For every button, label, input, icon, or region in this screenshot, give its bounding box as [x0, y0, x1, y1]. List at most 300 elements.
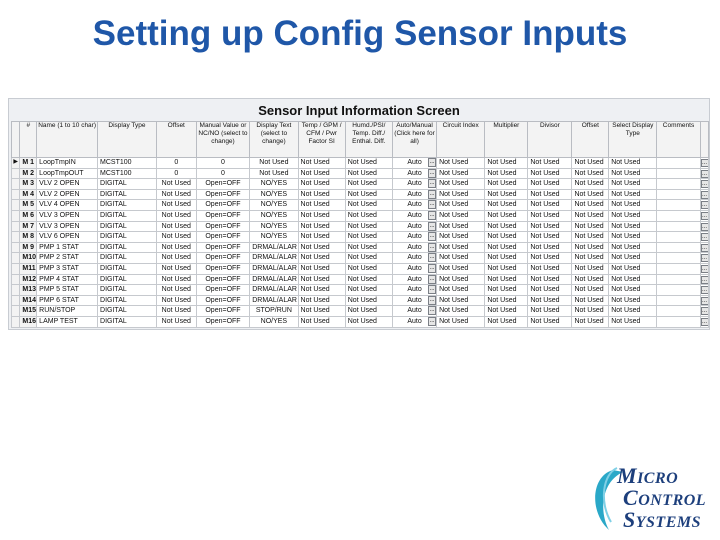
- auto-manual-ellipsis-button[interactable]: ...: [429, 264, 435, 271]
- offset2-cell[interactable]: Not Used: [572, 263, 609, 274]
- display-text-cell[interactable]: STOP/RUN: [250, 306, 298, 317]
- comments-ellipsis-button[interactable]: ...: [701, 297, 707, 304]
- table-row[interactable]: [12, 263, 709, 274]
- temp-cell[interactable]: Not Used: [298, 179, 345, 190]
- table-row[interactable]: [12, 295, 709, 306]
- manual-value-cell[interactable]: Open=OFF: [196, 263, 250, 274]
- auto-manual-ellipsis-button[interactable]: ...: [429, 159, 435, 165]
- select-display-type-cell[interactable]: Not Used: [609, 295, 657, 306]
- divisor-cell[interactable]: Not Used: [528, 263, 572, 274]
- comments-cell[interactable]: [657, 210, 700, 221]
- temp-cell[interactable]: Not Used: [298, 274, 345, 285]
- humd-cell[interactable]: Not Used: [345, 189, 392, 200]
- offset-cell[interactable]: Not Used: [156, 274, 196, 285]
- multiplier-cell[interactable]: Not Used: [485, 221, 528, 232]
- comments-ellipsis-button[interactable]: ...: [701, 265, 707, 272]
- display-text-cell[interactable]: Not Used: [250, 168, 298, 179]
- row-selector[interactable]: [12, 168, 20, 179]
- comments-cell[interactable]: [657, 295, 700, 306]
- humd-cell[interactable]: Not Used: [345, 285, 392, 296]
- row-selector[interactable]: [12, 242, 20, 253]
- auto-manual-ellipsis-button[interactable]: ...: [429, 307, 435, 314]
- auto-manual-ellipsis-button[interactable]: ...: [429, 243, 435, 250]
- offset-cell[interactable]: 0: [156, 168, 196, 179]
- offset-cell[interactable]: Not Used: [156, 189, 196, 200]
- table-row[interactable]: [12, 158, 709, 169]
- comments-ellipsis-cell[interactable]: [700, 295, 709, 306]
- display-type-cell[interactable]: DIGITAL: [98, 179, 157, 190]
- humd-cell[interactable]: Not Used: [345, 274, 392, 285]
- divisor-cell[interactable]: Not Used: [528, 221, 572, 232]
- auto-manual-ellipsis-button[interactable]: ...: [429, 190, 435, 197]
- offset2-cell[interactable]: Not Used: [572, 274, 609, 285]
- display-text-cell[interactable]: NO/YES: [250, 179, 298, 190]
- comments-cell[interactable]: [657, 253, 700, 264]
- auto-manual-cell[interactable]: [392, 274, 436, 285]
- comments-cell[interactable]: [657, 189, 700, 200]
- select-display-type-cell[interactable]: Not Used: [609, 285, 657, 296]
- comments-cell[interactable]: [657, 242, 700, 253]
- circuit-index-cell[interactable]: Not Used: [437, 221, 485, 232]
- auto-manual-ellipsis-button[interactable]: ...: [429, 233, 435, 240]
- humd-cell[interactable]: Not Used: [345, 221, 392, 232]
- comments-ellipsis-cell[interactable]: [700, 189, 709, 200]
- manual-value-cell[interactable]: Open=OFF: [196, 295, 250, 306]
- humd-cell[interactable]: Not Used: [345, 210, 392, 221]
- auto-manual-ellipsis-button[interactable]: ...: [429, 222, 435, 229]
- divisor-cell[interactable]: Not Used: [528, 316, 572, 327]
- offset-cell[interactable]: 0: [156, 158, 196, 169]
- comments-ellipsis-cell[interactable]: [700, 200, 709, 211]
- display-type-cell[interactable]: DIGITAL: [98, 221, 157, 232]
- row-selector[interactable]: [12, 221, 20, 232]
- multiplier-cell[interactable]: Not Used: [485, 232, 528, 243]
- temp-cell[interactable]: Not Used: [298, 316, 345, 327]
- multiplier-cell[interactable]: Not Used: [485, 200, 528, 211]
- display-text-cell[interactable]: DRMAL/ALAR: [250, 263, 298, 274]
- row-selector[interactable]: [12, 232, 20, 243]
- table-row[interactable]: [12, 274, 709, 285]
- auto-manual-ellipsis-button[interactable]: ...: [429, 286, 435, 293]
- manual-value-cell[interactable]: Open=OFF: [196, 306, 250, 317]
- row-selector[interactable]: [12, 210, 20, 221]
- sensor-name-cell[interactable]: LAMP TEST: [37, 316, 98, 327]
- select-display-type-cell[interactable]: Not Used: [609, 210, 657, 221]
- temp-cell[interactable]: Not Used: [298, 263, 345, 274]
- auto-manual-cell[interactable]: [392, 189, 436, 200]
- select-display-type-cell[interactable]: Not Used: [609, 158, 657, 169]
- comments-ellipsis-cell[interactable]: [700, 316, 709, 327]
- row-selector[interactable]: [12, 295, 20, 306]
- temp-cell[interactable]: Not Used: [298, 242, 345, 253]
- comments-cell[interactable]: [657, 306, 700, 317]
- multiplier-cell[interactable]: Not Used: [485, 285, 528, 296]
- humd-cell[interactable]: Not Used: [345, 232, 392, 243]
- comments-cell[interactable]: [657, 158, 700, 169]
- offset-cell[interactable]: Not Used: [156, 285, 196, 296]
- offset-cell[interactable]: Not Used: [156, 179, 196, 190]
- comments-cell[interactable]: [657, 274, 700, 285]
- display-type-cell[interactable]: DIGITAL: [98, 316, 157, 327]
- comments-ellipsis-cell[interactable]: [700, 253, 709, 264]
- auto-manual-cell[interactable]: [392, 179, 436, 190]
- table-row[interactable]: [12, 179, 709, 190]
- row-selector[interactable]: [12, 189, 20, 200]
- table-row[interactable]: [12, 242, 709, 253]
- auto-manual-ellipsis-button[interactable]: ...: [429, 317, 435, 324]
- offset-cell[interactable]: Not Used: [156, 306, 196, 317]
- auto-manual-cell[interactable]: [392, 200, 436, 211]
- comments-ellipsis-cell[interactable]: [700, 158, 709, 169]
- sensor-name-cell[interactable]: PMP 3 STAT: [37, 263, 98, 274]
- display-text-cell[interactable]: DRMAL/ALAR: [250, 253, 298, 264]
- row-selector[interactable]: [12, 316, 20, 327]
- sensor-name-cell[interactable]: VLV 2 OPEN: [37, 189, 98, 200]
- comments-ellipsis-button[interactable]: ...: [701, 255, 707, 262]
- auto-manual-ellipsis-button[interactable]: ...: [429, 275, 435, 282]
- select-display-type-cell[interactable]: Not Used: [609, 316, 657, 327]
- comments-cell[interactable]: [657, 285, 700, 296]
- comments-cell[interactable]: [657, 179, 700, 190]
- manual-value-cell[interactable]: Open=OFF: [196, 200, 250, 211]
- select-display-type-cell[interactable]: Not Used: [609, 179, 657, 190]
- comments-ellipsis-button[interactable]: ...: [701, 287, 707, 294]
- offset-cell[interactable]: Not Used: [156, 210, 196, 221]
- circuit-index-cell[interactable]: Not Used: [437, 253, 485, 264]
- auto-manual-header[interactable]: Auto/Manual (Click here for all): [392, 122, 436, 158]
- comments-cell[interactable]: [657, 200, 700, 211]
- table-row[interactable]: [12, 232, 709, 243]
- divisor-cell[interactable]: Not Used: [528, 242, 572, 253]
- sensor-name-cell[interactable]: RUN/STOP: [37, 306, 98, 317]
- sensor-name-cell[interactable]: VLV 3 OPEN: [37, 221, 98, 232]
- auto-manual-ellipsis-button[interactable]: ...: [429, 180, 435, 187]
- auto-manual-cell[interactable]: [392, 242, 436, 253]
- auto-manual-cell[interactable]: [392, 295, 436, 306]
- sensor-name-cell[interactable]: PMP 5 STAT: [37, 285, 98, 296]
- manual-value-cell[interactable]: Open=OFF: [196, 232, 250, 243]
- manual-value-cell[interactable]: Open=OFF: [196, 221, 250, 232]
- display-type-cell[interactable]: DIGITAL: [98, 295, 157, 306]
- manual-value-cell[interactable]: Open=OFF: [196, 210, 250, 221]
- circuit-index-cell[interactable]: Not Used: [437, 158, 485, 169]
- divisor-cell[interactable]: Not Used: [528, 168, 572, 179]
- manual-value-cell[interactable]: Open=OFF: [196, 242, 250, 253]
- temp-cell[interactable]: Not Used: [298, 253, 345, 264]
- sensor-name-cell[interactable]: LoopTmpOUT: [37, 168, 98, 179]
- offset-cell[interactable]: Not Used: [156, 316, 196, 327]
- comments-ellipsis-cell[interactable]: [700, 168, 709, 179]
- humd-cell[interactable]: Not Used: [345, 179, 392, 190]
- display-type-cell[interactable]: DIGITAL: [98, 189, 157, 200]
- divisor-cell[interactable]: Not Used: [528, 189, 572, 200]
- comments-ellipsis-cell[interactable]: [700, 221, 709, 232]
- multiplier-cell[interactable]: Not Used: [485, 158, 528, 169]
- auto-manual-cell[interactable]: [392, 210, 436, 221]
- auto-manual-cell[interactable]: [392, 221, 436, 232]
- offset-cell[interactable]: Not Used: [156, 221, 196, 232]
- display-text-cell[interactable]: NO/YES: [250, 189, 298, 200]
- auto-manual-cell[interactable]: [392, 285, 436, 296]
- display-type-cell[interactable]: DIGITAL: [98, 306, 157, 317]
- multiplier-cell[interactable]: Not Used: [485, 295, 528, 306]
- display-type-cell[interactable]: MCST100: [98, 168, 157, 179]
- multiplier-cell[interactable]: Not Used: [485, 179, 528, 190]
- circuit-index-cell[interactable]: Not Used: [437, 200, 485, 211]
- offset2-cell[interactable]: Not Used: [572, 179, 609, 190]
- select-display-type-cell[interactable]: Not Used: [609, 306, 657, 317]
- circuit-index-cell[interactable]: Not Used: [437, 168, 485, 179]
- comments-cell[interactable]: [657, 232, 700, 243]
- divisor-cell[interactable]: Not Used: [528, 179, 572, 190]
- sensor-name-cell[interactable]: VLV 6 OPEN: [37, 232, 98, 243]
- comments-ellipsis-button[interactable]: ...: [701, 276, 707, 283]
- temp-cell[interactable]: Not Used: [298, 189, 345, 200]
- auto-manual-ellipsis-button[interactable]: ...: [429, 201, 435, 208]
- manual-value-cell[interactable]: Open=OFF: [196, 179, 250, 190]
- select-display-type-cell[interactable]: Not Used: [609, 242, 657, 253]
- humd-cell[interactable]: Not Used: [345, 263, 392, 274]
- auto-manual-ellipsis-button[interactable]: ...: [429, 296, 435, 303]
- comments-ellipsis-button[interactable]: ...: [701, 160, 707, 166]
- comments-cell[interactable]: [657, 316, 700, 327]
- offset-cell[interactable]: Not Used: [156, 232, 196, 243]
- multiplier-cell[interactable]: Not Used: [485, 316, 528, 327]
- temp-cell[interactable]: Not Used: [298, 285, 345, 296]
- row-selector[interactable]: [12, 158, 20, 169]
- offset2-cell[interactable]: Not Used: [572, 242, 609, 253]
- offset2-cell[interactable]: Not Used: [572, 158, 609, 169]
- sensor-name-cell[interactable]: PMP 4 STAT: [37, 274, 98, 285]
- display-type-cell[interactable]: DIGITAL: [98, 210, 157, 221]
- select-display-type-cell[interactable]: Not Used: [609, 168, 657, 179]
- auto-manual-ellipsis-button[interactable]: ...: [429, 254, 435, 261]
- comments-ellipsis-cell[interactable]: [700, 274, 709, 285]
- circuit-index-cell[interactable]: Not Used: [437, 189, 485, 200]
- multiplier-cell[interactable]: Not Used: [485, 306, 528, 317]
- temp-cell[interactable]: Not Used: [298, 158, 345, 169]
- row-selector[interactable]: [12, 200, 20, 211]
- sensor-name-cell[interactable]: PMP 1 STAT: [37, 242, 98, 253]
- divisor-cell[interactable]: Not Used: [528, 158, 572, 169]
- comments-cell[interactable]: [657, 221, 700, 232]
- auto-manual-cell[interactable]: [392, 168, 436, 179]
- divisor-cell[interactable]: Not Used: [528, 306, 572, 317]
- offset2-cell[interactable]: Not Used: [572, 200, 609, 211]
- circuit-index-cell[interactable]: Not Used: [437, 316, 485, 327]
- comments-ellipsis-button[interactable]: ...: [701, 244, 707, 251]
- comments-ellipsis-button[interactable]: ...: [701, 223, 707, 230]
- comments-ellipsis-button[interactable]: ...: [701, 234, 707, 241]
- display-type-cell[interactable]: DIGITAL: [98, 253, 157, 264]
- table-row[interactable]: [12, 200, 709, 211]
- display-type-cell[interactable]: DIGITAL: [98, 285, 157, 296]
- display-text-cell[interactable]: DRMAL/ALAR: [250, 242, 298, 253]
- circuit-index-cell[interactable]: Not Used: [437, 232, 485, 243]
- comments-ellipsis-button[interactable]: ...: [701, 191, 707, 198]
- row-selector[interactable]: [12, 263, 20, 274]
- manual-value-cell[interactable]: Open=OFF: [196, 274, 250, 285]
- offset2-cell[interactable]: Not Used: [572, 232, 609, 243]
- humd-cell[interactable]: Not Used: [345, 316, 392, 327]
- comments-ellipsis-button[interactable]: ...: [701, 308, 707, 315]
- comments-ellipsis-button[interactable]: ...: [701, 181, 707, 188]
- humd-cell[interactable]: Not Used: [345, 295, 392, 306]
- sensor-name-cell[interactable]: PMP 2 STAT: [37, 253, 98, 264]
- divisor-cell[interactable]: Not Used: [528, 210, 572, 221]
- offset2-cell[interactable]: Not Used: [572, 189, 609, 200]
- multiplier-cell[interactable]: Not Used: [485, 263, 528, 274]
- humd-cell[interactable]: Not Used: [345, 253, 392, 264]
- select-display-type-cell[interactable]: Not Used: [609, 274, 657, 285]
- temp-cell[interactable]: Not Used: [298, 168, 345, 179]
- circuit-index-cell[interactable]: Not Used: [437, 285, 485, 296]
- table-row[interactable]: [12, 189, 709, 200]
- display-type-cell[interactable]: DIGITAL: [98, 263, 157, 274]
- offset-cell[interactable]: Not Used: [156, 263, 196, 274]
- comments-ellipsis-cell[interactable]: [700, 285, 709, 296]
- table-row[interactable]: [12, 221, 709, 232]
- offset2-cell[interactable]: Not Used: [572, 285, 609, 296]
- offset2-cell[interactable]: Not Used: [572, 316, 609, 327]
- table-row[interactable]: [12, 168, 709, 179]
- row-selector[interactable]: [12, 253, 20, 264]
- row-selector[interactable]: [12, 274, 20, 285]
- select-display-type-cell[interactable]: Not Used: [609, 263, 657, 274]
- display-text-cell[interactable]: NO/YES: [250, 200, 298, 211]
- comments-ellipsis-cell[interactable]: [700, 242, 709, 253]
- manual-value-cell[interactable]: Open=OFF: [196, 285, 250, 296]
- humd-cell[interactable]: Not Used: [345, 168, 392, 179]
- row-selector[interactable]: [12, 285, 20, 296]
- auto-manual-cell[interactable]: [392, 232, 436, 243]
- select-display-type-cell[interactable]: Not Used: [609, 189, 657, 200]
- offset2-cell[interactable]: Not Used: [572, 168, 609, 179]
- circuit-index-cell[interactable]: Not Used: [437, 242, 485, 253]
- multiplier-cell[interactable]: Not Used: [485, 168, 528, 179]
- table-row[interactable]: [12, 210, 709, 221]
- sensor-name-cell[interactable]: VLV 2 OPEN: [37, 179, 98, 190]
- display-text-cell[interactable]: DRMAL/ALAR: [250, 274, 298, 285]
- circuit-index-cell[interactable]: Not Used: [437, 295, 485, 306]
- temp-cell[interactable]: Not Used: [298, 295, 345, 306]
- temp-cell[interactable]: Not Used: [298, 221, 345, 232]
- comments-ellipsis-button[interactable]: ...: [701, 212, 707, 219]
- temp-cell[interactable]: Not Used: [298, 200, 345, 211]
- divisor-cell[interactable]: Not Used: [528, 200, 572, 211]
- offset-cell[interactable]: Not Used: [156, 242, 196, 253]
- multiplier-cell[interactable]: Not Used: [485, 242, 528, 253]
- sensor-name-cell[interactable]: VLV 4 OPEN: [37, 200, 98, 211]
- offset2-cell[interactable]: Not Used: [572, 295, 609, 306]
- display-text-cell[interactable]: NO/YES: [250, 316, 298, 327]
- display-text-cell[interactable]: NO/YES: [250, 221, 298, 232]
- comments-ellipsis-button[interactable]: ...: [701, 318, 707, 325]
- sensor-name-cell[interactable]: PMP 6 STAT: [37, 295, 98, 306]
- offset2-cell[interactable]: Not Used: [572, 253, 609, 264]
- divisor-cell[interactable]: Not Used: [528, 285, 572, 296]
- offset2-cell[interactable]: Not Used: [572, 210, 609, 221]
- comments-ellipsis-button[interactable]: ...: [701, 170, 707, 177]
- manual-value-cell[interactable]: Open=OFF: [196, 316, 250, 327]
- select-display-type-cell[interactable]: Not Used: [609, 232, 657, 243]
- offset-cell[interactable]: Not Used: [156, 253, 196, 264]
- auto-manual-cell[interactable]: [392, 263, 436, 274]
- comments-ellipsis-cell[interactable]: [700, 263, 709, 274]
- temp-cell[interactable]: Not Used: [298, 210, 345, 221]
- circuit-index-cell[interactable]: Not Used: [437, 210, 485, 221]
- comments-ellipsis-button[interactable]: ...: [701, 202, 707, 209]
- multiplier-cell[interactable]: Not Used: [485, 253, 528, 264]
- divisor-cell[interactable]: Not Used: [528, 274, 572, 285]
- multiplier-cell[interactable]: Not Used: [485, 189, 528, 200]
- display-text-cell[interactable]: NO/YES: [250, 210, 298, 221]
- sensor-name-cell[interactable]: LoopTmpIN: [37, 158, 98, 169]
- row-selector[interactable]: [12, 179, 20, 190]
- multiplier-cell[interactable]: Not Used: [485, 210, 528, 221]
- comments-cell[interactable]: [657, 168, 700, 179]
- select-display-type-cell[interactable]: Not Used: [609, 253, 657, 264]
- divisor-cell[interactable]: Not Used: [528, 232, 572, 243]
- display-text-cell[interactable]: Not Used: [250, 158, 298, 169]
- display-type-cell[interactable]: DIGITAL: [98, 274, 157, 285]
- temp-cell[interactable]: Not Used: [298, 232, 345, 243]
- comments-ellipsis-cell[interactable]: [700, 306, 709, 317]
- circuit-index-cell[interactable]: Not Used: [437, 274, 485, 285]
- offset-cell[interactable]: Not Used: [156, 200, 196, 211]
- circuit-index-cell[interactable]: Not Used: [437, 179, 485, 190]
- auto-manual-cell[interactable]: [392, 253, 436, 264]
- row-selector[interactable]: [12, 306, 20, 317]
- manual-value-cell[interactable]: Open=OFF: [196, 189, 250, 200]
- manual-value-cell[interactable]: 0: [196, 168, 250, 179]
- display-type-cell[interactable]: DIGITAL: [98, 232, 157, 243]
- temp-cell[interactable]: Not Used: [298, 306, 345, 317]
- select-display-type-cell[interactable]: Not Used: [609, 221, 657, 232]
- auto-manual-cell[interactable]: [392, 158, 436, 169]
- divisor-cell[interactable]: Not Used: [528, 253, 572, 264]
- table-row[interactable]: [12, 306, 709, 317]
- humd-cell[interactable]: Not Used: [345, 158, 392, 169]
- humd-cell[interactable]: Not Used: [345, 306, 392, 317]
- display-text-cell[interactable]: DRMAL/ALAR: [250, 285, 298, 296]
- comments-ellipsis-cell[interactable]: [700, 179, 709, 190]
- auto-manual-ellipsis-button[interactable]: ...: [429, 211, 435, 218]
- humd-cell[interactable]: Not Used: [345, 242, 392, 253]
- table-row[interactable]: [12, 285, 709, 296]
- offset2-cell[interactable]: Not Used: [572, 306, 609, 317]
- comments-ellipsis-cell[interactable]: [700, 232, 709, 243]
- display-type-cell[interactable]: DIGITAL: [98, 242, 157, 253]
- humd-cell[interactable]: Not Used: [345, 200, 392, 211]
- auto-manual-cell[interactable]: [392, 316, 436, 327]
- display-type-cell[interactable]: MCST100: [98, 158, 157, 169]
- manual-value-cell[interactable]: 0: [196, 158, 250, 169]
- display-type-cell[interactable]: DIGITAL: [98, 200, 157, 211]
- sensor-name-cell[interactable]: VLV 3 OPEN: [37, 210, 98, 221]
- auto-manual-ellipsis-button[interactable]: ...: [429, 169, 435, 176]
- table-row[interactable]: [12, 316, 709, 327]
- circuit-index-cell[interactable]: Not Used: [437, 263, 485, 274]
- display-text-cell[interactable]: NO/YES: [250, 232, 298, 243]
- divisor-cell[interactable]: Not Used: [528, 295, 572, 306]
- comments-ellipsis-cell[interactable]: [700, 210, 709, 221]
- circuit-index-cell[interactable]: Not Used: [437, 306, 485, 317]
- table-row[interactable]: [12, 253, 709, 264]
- offset-cell[interactable]: Not Used: [156, 295, 196, 306]
- select-display-type-cell[interactable]: Not Used: [609, 200, 657, 211]
- auto-manual-cell[interactable]: [392, 306, 436, 317]
